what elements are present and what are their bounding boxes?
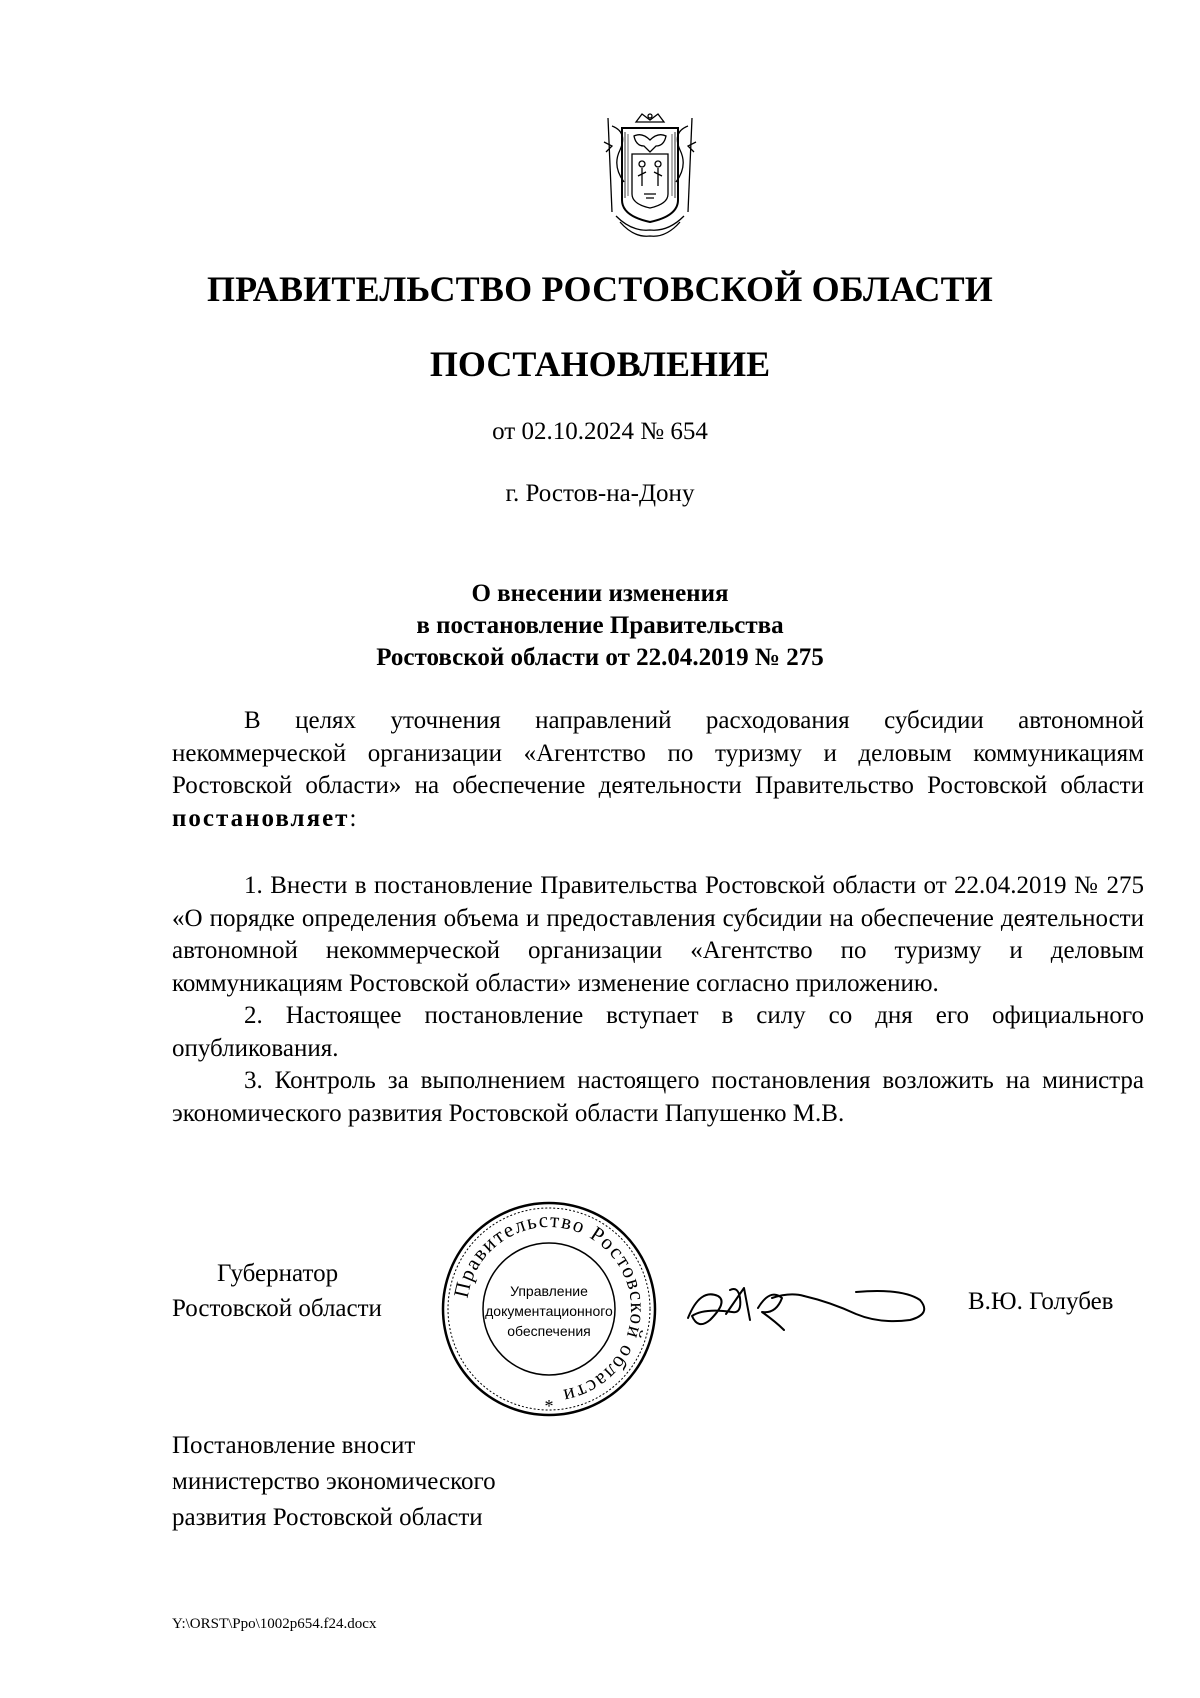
stamp-center-line: Управление [510,1283,588,1299]
document-type: ПОСТАНОВЛЕНИЕ [429,344,771,384]
document-title-line: О внесении изменения [471,580,729,607]
submitted-by-line: министерство экономического [172,1468,496,1495]
signatory-name: В.Ю. Голубев [968,1288,1114,1315]
document-city: г. Ростов-на-Дону [505,480,695,507]
stamp-center-line: документационного [485,1303,613,1319]
resolution-item: 3. Контроль за выполнением настоящего постановления возложить на министра экономического развития Ростовской области Папушенко М.В. [172,1067,1144,1127]
preamble-paragraph [172,705,1144,835]
stamp-star: * [544,1396,554,1416]
signatory-position [172,1256,382,1326]
resolution-item: 2. Настоящее постановление вступает в силу со дня его официального опубликования. [172,1002,1144,1062]
official-stamp [440,1200,658,1418]
handwritten-signature [680,1268,940,1338]
document-title-line: Ростовской области от 22.04.2019 № 275 [376,644,824,671]
document-date-number: от 02.10.2024 № 654 [492,418,708,445]
coat-of-arms-icon [598,112,702,240]
submitted-by [172,1428,496,1536]
document-title [170,578,1030,674]
signatory-position-line: Ростовской области [172,1295,382,1322]
resolution-item: 1. Внести в постановление Правительства Ростовской области от 22.04.2019 № 275 «О порядке определения объема и предоставления субсидии на обеспечение деятельности автономной некоммерческой организации «Агентство по туризму и деловым коммуникациям Ростовской области» изменение согласно приложению. [172,872,1144,997]
stamp-ring-text: Правительство Ростовской области [448,1207,651,1409]
file-path: Y:\ORST\Ppo\1002p654.f24.docx [172,1616,377,1632]
resolution-items [172,870,1144,1130]
resolves-keyword: постановляет [172,804,350,832]
government-name: ПРАВИТЕЛЬСТВО РОСТОВСКОЙ ОБЛАСТИ [206,269,994,309]
document-title-line: в постановление Правительства [416,612,784,639]
preamble-text: В целях уточнения направлений расходования субсидии автономной некоммерческой организации «Агентство по туризму и деловым коммуникациям Ростовской области» на обеспечение деятельности Правительство Ростовской области [172,707,1144,799]
signatory-position-line: Губернатор [217,1260,339,1287]
submitted-by-line: Постановление вносит [172,1432,416,1459]
preamble-end: : [349,804,357,832]
stamp-center-line: обеспечения [507,1323,591,1339]
submitted-by-line: развития Ростовской области [172,1504,483,1531]
